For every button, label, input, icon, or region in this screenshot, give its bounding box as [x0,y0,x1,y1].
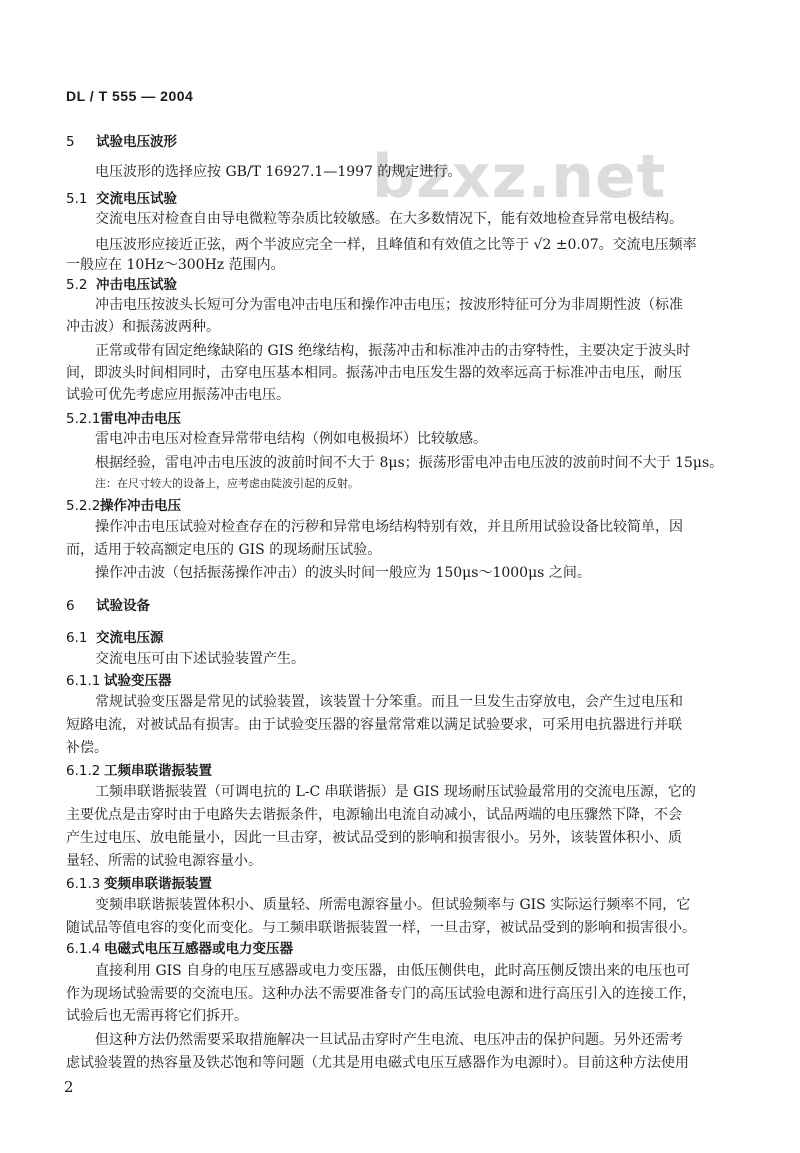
section-6-1-3-heading [66,875,212,893]
paragraph: 电压波形应接近正弦，两个半波应完全一样，且峰值和有效值之比等于 √2 ±0.07。交流电压频率 [95,237,697,253]
paragraph: 雷电冲击电压对检查异常带电结构（例如电极损坏）比较敏感。 [95,431,487,447]
section-number: 5.2.2 [66,498,101,514]
paragraph-cont: 主要优点是击穿时由于电路失去谐振条件，电源输出电流自动减小，试品两端的电压骤然下降，不会 [66,807,682,823]
paragraph: 但这种方法仍然需要采取措施解决一旦试品击穿时产生电流、电压冲击的保护问题。另外还需考 [95,1032,683,1048]
section-5-1-heading [66,190,177,208]
note: 注：在尺寸较大的设备上，应考虑由陡波引起的反射。 [95,477,359,490]
section-title: 电磁式电压互感器或电力变压器 [104,941,293,957]
paragraph-cont: 短路电流，对被试品有损害。由于试验变压器的容量常常难以满足试验要求，可采用电抗器进行并联 [66,717,682,733]
section-title: 雷电冲击电压 [100,411,181,427]
paragraph-cont: 补偿。 [66,740,108,756]
section-6-1-2-heading [66,762,212,780]
paragraph: 交流电压可由下述试验装置产生。 [95,651,305,667]
section-6-heading [66,597,150,615]
paragraph-cont: 一般应在 10Hz～300Hz 范围内。 [66,257,285,273]
paragraph: 操作冲击波（包括振荡操作冲击）的波头时间一般应为 150μs～1000μs 之间。 [95,565,591,581]
section-6-1-1-heading [66,672,172,690]
paragraph-cont: 产生过电压、放电能量小，因此一旦击穿，被试品受到的影响和损害很小。另外，该装置体积小、质 [66,830,682,846]
paragraph-cont: 冲击波）和振荡波两种。 [66,319,220,335]
paragraph-cont: 试验后也无需再将它们拆开。 [66,1008,248,1024]
paragraph: 正常或带有固定绝缘缺陷的 GIS 绝缘结构，振荡冲击和标准冲击的击穿特性，主要决定于波头时 [95,343,691,359]
paragraph: 常规试验变压器是常见的试验装置，该装置十分笨重。而且一旦发生击穿放电，会产生过电压和 [95,694,683,710]
section-5-heading [66,133,177,151]
section-title: 工频串联谐振装置 [104,763,212,779]
section-number: 6.1 [66,630,88,646]
section-number: 6.1.4 [66,941,101,957]
section-number: 6 [66,598,75,614]
paragraph: 直接利用 GIS 自身的电压互感器或电力变压器，由低压侧供电，此时高压侧反馈出来的电压也可 [95,963,691,979]
paragraph-cont: 试验可优先考虑应用振荡冲击电压。 [66,387,290,403]
paragraph: 工频串联谐振装置（可调电抗的 L-C 串联谐振）是 GIS 现场耐压试验最常用的交流电压源，它的 [95,784,696,800]
section-5-2-1-heading [66,410,181,428]
watermark: bzxz.net [372,142,667,212]
page-number: 2 [64,1078,74,1096]
section-title: 试验电压波形 [96,134,177,150]
standard-header: DL / T 555 — 2004 [66,88,194,104]
section-5-2-2-heading [66,497,181,515]
paragraph-cont: 随试品等值电容的变化而变化。与工频串联谐振装置一样，一旦击穿，被试品受到的影响和损害很小。 [66,920,696,936]
section-6-1-4-heading [66,940,293,958]
section-5-2-heading [66,276,177,294]
paragraph: 交流电压对检查自由导电微粒等杂质比较敏感。在大多数情况下，能有效地检查异常电极结构。 [95,211,683,227]
section-number: 6.1.1 [66,673,101,689]
section-title: 交流电压试验 [96,191,177,207]
paragraph: 操作冲击电压试验对检查存在的污秽和异常电场结构特别有效，并且所用试验设备比较简单，因 [95,519,683,535]
section-title: 试验设备 [96,598,150,614]
section-number: 5 [66,134,75,150]
paragraph: 冲击电压按波头长短可分为雷电冲击电压和操作冲击电压；按波形特征可分为非周期性波（标准 [95,297,683,313]
paragraph-cont: 量轻、所需的试验电源容量小。 [66,853,262,869]
section-title: 操作冲击电压 [100,498,181,514]
paragraph: 根据经验，雷电冲击电压波的波前时间不大于 8μs；振荡形雷电冲击电压波的波前时间不大于 15μs。 [95,455,724,471]
paragraph: 电压波形的选择应按 GB/T 16927.1—1997 的规定进行。 [95,164,462,180]
section-number: 5.2.1 [66,411,101,427]
section-number: 5.1 [66,191,88,207]
section-title: 变频串联谐振装置 [104,876,212,892]
paragraph-cont: 作为现场试验需要的交流电压。这种办法不需要准备专门的高压试验电源和进行高压引入的连接工作， [66,986,696,1002]
section-number: 6.1.2 [66,763,101,779]
section-number: 6.1.3 [66,876,101,892]
paragraph-cont: 间，即波头时间相同时，击穿电压基本相同。振荡冲击电压发生器的效率远高于标准冲击电压，耐压 [66,365,682,381]
section-title: 试验变压器 [104,673,172,689]
section-title: 交流电压源 [96,630,164,646]
section-6-1-heading [66,629,164,647]
paragraph-cont: 而，适用于较高额定电压的 GIS 的现场耐压试验。 [66,542,382,558]
paragraph-cont: 虑试验装置的热容量及铁芯饱和等问题（尤其是用电磁式电压互感器作为电源时）。目前这种方法使用 [66,1055,689,1071]
section-title: 冲击电压试验 [96,277,177,293]
section-number: 5.2 [66,277,88,293]
paragraph: 变频串联谐振装置体积小、质量轻、所需电源容量小。但试验频率与 GIS 实际运行频率不同，它 [95,897,691,913]
